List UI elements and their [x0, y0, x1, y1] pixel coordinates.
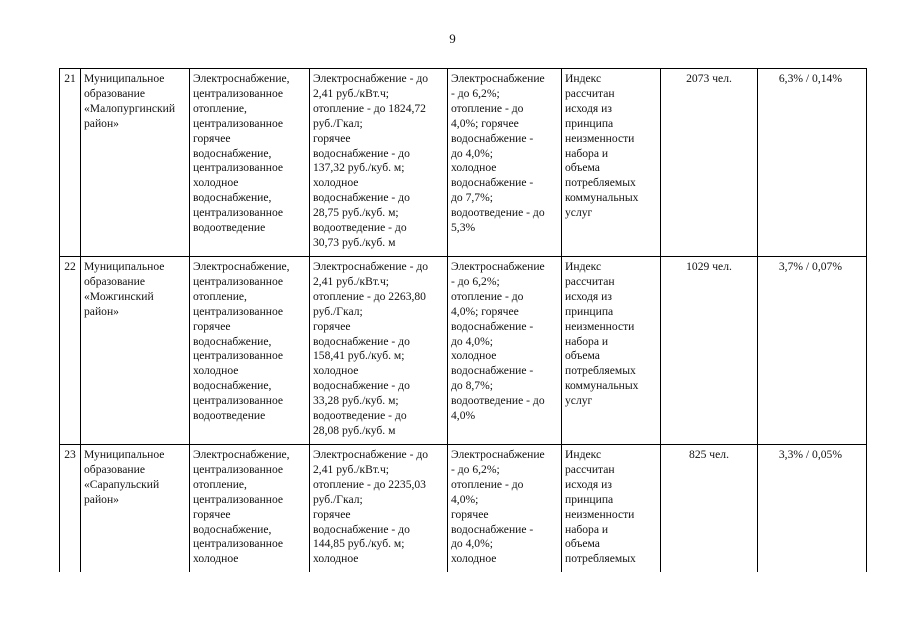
tariffs-cell: Электроснабжение - до 2,41 руб./кВт.ч; отопление - до 2235,03 руб./Гкал; горячее водоснабжение - до 144,85 руб./куб. м; холодное — [310, 445, 448, 573]
population-cell: 2073 чел. — [661, 69, 758, 257]
population-cell: 825 чел. — [661, 445, 758, 573]
page-number: 9 — [449, 31, 456, 46]
services-cell: Электроснабжение, централизованное отопление, централизованное горячее водоснабжение, централизованное холодное — [190, 445, 310, 573]
index-note-cell: Индекс рассчитан исходя из принципа неизменности набора и объема потребляемых коммунальных услуг — [562, 257, 661, 445]
municipality-cell: Муниципальное образование «Можгинский район» — [81, 257, 190, 445]
growth-cell: Электроснабжение - до 6,2%; отопление - до 4,0%; горячее водоснабжение - до 4,0%; холодное водоснабжение - до 8,7%; водоотведение - до 4,0% — [448, 257, 562, 445]
growth-cell: Электроснабжение - до 6,2%; отопление - до 4,0%; горячее водоснабжение - до 4,0%; холодное водоснабжение - до 7,7%; водоотведение - до 5,3% — [448, 69, 562, 257]
row-number: 22 — [60, 257, 81, 445]
index-note-cell: Индекс рассчитан исходя из принципа неизменности набора и объема потребляемых — [562, 445, 661, 573]
population-cell: 1029 чел. — [661, 257, 758, 445]
services-cell: Электроснабжение, централизованное отопление, централизованное горячее водоснабжение, централизованное холодное водоснабжение, централизованное водоотведение — [190, 257, 310, 445]
share-cell: 3,7% / 0,07% — [758, 257, 867, 445]
municipality-cell: Муниципальное образование «Малопургинский район» — [81, 69, 190, 257]
share-cell: 3,3% / 0,05% — [758, 445, 867, 573]
share-cell: 6,3% / 0,14% — [758, 69, 867, 257]
services-cell: Электроснабжение, централизованное отопление, централизованное горячее водоснабжение, централизованное холодное водоснабжение, централизованное водоотведение — [190, 69, 310, 257]
table-row — [60, 69, 867, 257]
tariffs-cell: Электроснабжение - до 2,41 руб./кВт.ч; отопление - до 1824,72 руб./Гкал; горячее водоснабжение - до 137,32 руб./куб. м; холодное водоснабжение - до 28,75 руб./куб. м; водоотведение - до 30,73 руб./куб. м — [310, 69, 448, 257]
index-note-cell: Индекс рассчитан исходя из принципа неизменности набора и объема потребляемых коммунальных услуг — [562, 69, 661, 257]
row-number: 21 — [60, 69, 81, 257]
table-row — [60, 445, 867, 573]
table-row — [60, 257, 867, 445]
data-table — [59, 68, 867, 572]
tariffs-cell: Электроснабжение - до 2,41 руб./кВт.ч; отопление - до 2263,80 руб./Гкал; горячее водоснабжение - до 158,41 руб./куб. м; холодное водоснабжение - до 33,28 руб./куб. м; водоотведение - до 28,08 руб./куб. м — [310, 257, 448, 445]
row-number: 23 — [60, 445, 81, 573]
municipality-cell: Муниципальное образование «Сарапульский район» — [81, 445, 190, 573]
growth-cell: Электроснабжение - до 6,2%; отопление - до 4,0%; горячее водоснабжение - до 4,0%; холодное — [448, 445, 562, 573]
